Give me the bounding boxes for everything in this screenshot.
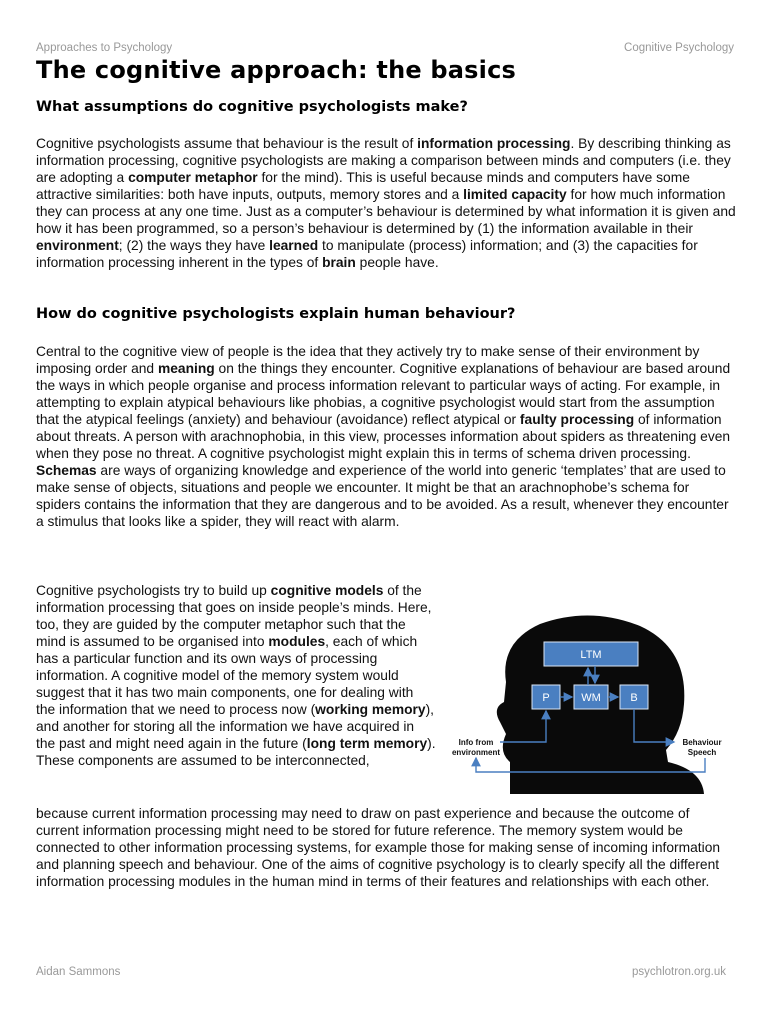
bold-term: working memory bbox=[315, 702, 426, 717]
wm-label: WM bbox=[581, 692, 601, 704]
text-run: ). These components are assumed to be interconnected, bbox=[36, 736, 436, 768]
text-run: . By describing thinking as information processing, cognitive psychologists are making a comparison between minds and computers (i.e. they are adopting a bbox=[36, 136, 731, 185]
page-title: The cognitive approach: the basics bbox=[36, 56, 517, 84]
paragraph-assumptions bbox=[36, 135, 736, 271]
text-run: ), and another for storing all the information we have acquired in the past and might need again in the future ( bbox=[36, 702, 435, 751]
paragraph-models-wrapped bbox=[36, 582, 436, 769]
text-run: on the things they encounter. Cognitive explanations of behaviour are based around the ways in which people organise and process information relevant to particular ways of acting. For example, in attempting to explain atypical behaviours like phobias, a cognitive psychologist would start from the assumption that the atypical feelings (anxiety) and behaviour (avoidance) reflect atypical or bbox=[36, 361, 731, 427]
bold-term: limited capacity bbox=[463, 187, 567, 202]
bold-term: faulty processing bbox=[519, 412, 635, 427]
text-run: people have. bbox=[355, 255, 439, 270]
bold-term: Schemas bbox=[36, 463, 97, 478]
info-label-line1: Info from bbox=[458, 738, 494, 747]
text-run: Cognitive psychologists assume that behaviour is the result of bbox=[36, 136, 418, 151]
bold-term: long term memory bbox=[306, 736, 428, 751]
paragraph-explain bbox=[36, 343, 736, 530]
paragraph-models-continued: because current information processing may need to draw on past experience and because the outcome of current information processing might need to be stored for future reference. The memory system would be connected to other information processing systems, for example those for making sense of incoming information and planning speech and behaviour. One of the aims of cognitive psychology is to clearly specify all the different information processing modules in the human mind in terms of their features and relationships with each other. bbox=[36, 806, 721, 889]
section-heading-assumptions: What assumptions do cognitive psychologists make? bbox=[36, 99, 468, 115]
section-heading-explain: How do cognitive psychologists explain human behaviour? bbox=[36, 306, 516, 322]
text-run: of the information processing that goes on inside people’s minds. Here, too, they are guided by the computer metaphor such that the mind is assumed to be organised into bbox=[36, 583, 432, 649]
text-run: Cognitive psychologists try to build up bbox=[36, 583, 271, 598]
running-header-left: Approaches to Psychology bbox=[36, 42, 173, 54]
p-label: P bbox=[542, 692, 550, 704]
bold-term: learned bbox=[269, 238, 319, 253]
text-run: Central to the cognitive view of people is the idea that they actively try to make sense of their environment by imposing order and bbox=[36, 344, 700, 376]
info-label-line2: environment bbox=[451, 748, 501, 757]
text-run: for how much information they can process at any one time. Just as a computer’s behaviour is determined by what information it is given and how it has been programmed, so a person’s behaviour is determined by (1) the information available in their bbox=[36, 187, 736, 236]
footer-site: psychlotron.org.uk bbox=[632, 966, 726, 978]
footer-author: Aidan Sammons bbox=[36, 966, 121, 978]
text-run: are ways of organizing knowledge and experience of the world into generic ‘templates’ that are used to make sense of objects, situations and people we encounter. It might be that an arachnophobe’s schema for spiders contains the information that they are dangerous and to be avoided. As a result, whenever they encounter a stimulus that looks like a spider, they will react with alarm. bbox=[36, 463, 729, 529]
behaviour-label-line2: Speech bbox=[687, 748, 717, 757]
running-header-right: Cognitive Psychology bbox=[624, 42, 734, 54]
bold-term: meaning bbox=[157, 361, 215, 376]
b-label: B bbox=[630, 692, 638, 704]
ltm-label: LTM bbox=[580, 649, 602, 661]
text-run: ; (2) the ways they have bbox=[118, 238, 270, 253]
text-run: for the mind). This is useful because minds and computers have some attractive similarities: both have inputs, outputs, memory stores and a bbox=[36, 170, 690, 202]
text-run: to manipulate (process) information; and (3) the capacities for information processing inherent in the types of bbox=[36, 238, 698, 270]
bold-term: brain bbox=[322, 255, 356, 270]
behaviour-label-line1: Behaviour bbox=[682, 738, 722, 747]
bold-term: information processing bbox=[417, 136, 571, 151]
text-run: , each of which has a particular function and its own ways of processing information. A cognitive model of the memory system would suggest that it has two main components, one for dealing with the information that we need to process now ( bbox=[36, 634, 418, 717]
bold-term: environment bbox=[36, 238, 119, 253]
text-run: of information about threats. A person with arachnophobia, in this view, processes information about spiders as threatening even when they pose no threat. A cognitive psychologist might explain this in terms of schema driven processing. bbox=[36, 412, 731, 461]
bold-term: cognitive models bbox=[270, 583, 384, 598]
bold-term: modules bbox=[268, 634, 326, 649]
bold-term: computer metaphor bbox=[128, 170, 258, 185]
memory-model-figure bbox=[440, 612, 740, 794]
